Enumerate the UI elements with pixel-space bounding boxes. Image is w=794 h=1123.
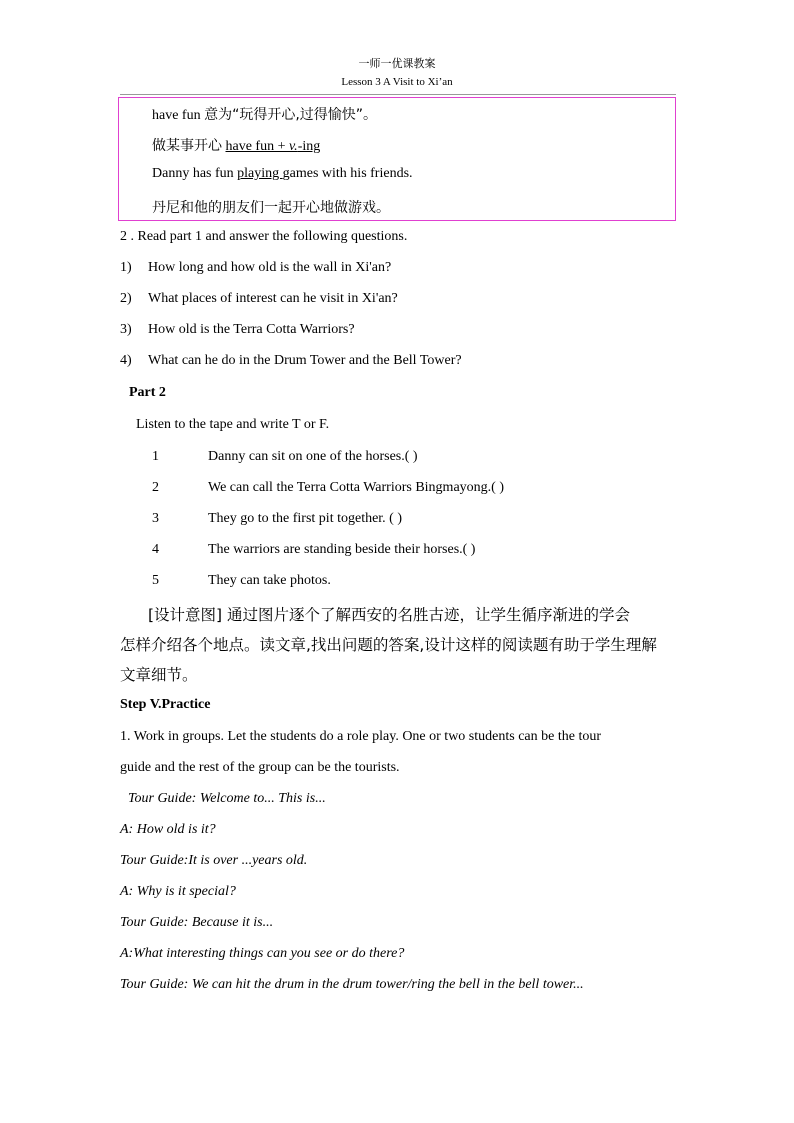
dialogue-line: Tour Guide:It is over ...years old. [120, 853, 308, 868]
question-text: What can he do in the Drum Tower and the Bell Tower? [148, 353, 462, 368]
note-phrase: have fun [152, 108, 201, 123]
question-text: How old is the Terra Cotta Warriors? [148, 322, 355, 337]
tf-item-num: 3 [152, 511, 159, 526]
tf-item-text: They go to the first pit together. ( ) [208, 511, 403, 526]
tf-item-text: They can take photos. [208, 573, 331, 588]
dialogue-line: A: Why is it special? [120, 884, 236, 899]
note-pattern [226, 139, 321, 154]
header-lesson: Lesson 3 A Visit to Xi’an [341, 76, 453, 88]
step5-line-1: 1. Work in groups. Let the students do a role play. One or two students can be the tour [120, 729, 601, 744]
note-example-a: Danny has fun [152, 166, 238, 181]
note-example-b: games with his friends. [282, 166, 413, 181]
read-instruction: 2 . Read part 1 and answer the following questions. [120, 229, 408, 244]
tf-item-num: 1 [152, 449, 159, 464]
dialogue-line: Tour Guide: We can hit the drum in the drum tower/ring the bell in the bell tower... [120, 977, 584, 992]
tf-item-text: We can call the Terra Cotta Warriors Bingmayong.( ) [208, 480, 504, 495]
note-pattern-v: v. [289, 139, 298, 154]
note-pattern-a: have fun + [225, 139, 289, 154]
design-intent-line-2: 怎样介绍各个地点。读文章,找出问题的答案,设计这样的阅读题有助于学生理解 [120, 636, 657, 654]
design-intent-line-1: [设计意图] 通过图片逐个了解西安的名胜古迹，让学生循序渐进的学会 [148, 606, 631, 624]
tf-item-num: 2 [152, 480, 159, 495]
tf-item-text: The warriors are standing beside their horses.( ) [208, 542, 476, 557]
dialogue-line: A:What interesting things can you see or do there? [120, 946, 405, 961]
note-line-4: 丹尼和他的朋友们一起开心地做游戏。 [152, 200, 390, 216]
dialogue-line: Tour Guide: Because it is... [120, 915, 274, 930]
question-num: 4) [120, 353, 132, 368]
dialogue-line: Tour Guide: Welcome to... This is... [128, 791, 326, 806]
tf-item-num: 4 [152, 542, 159, 557]
part2-instruction: Listen to the tape and write T or F. [136, 417, 330, 432]
question-text: How long and how old is the wall in Xi'an? [148, 260, 392, 275]
note-usage-label: 做某事开心 [152, 138, 222, 154]
note-line-2 [152, 135, 320, 155]
note-meaning: 意为“玩得开心,过得愉快”。 [204, 107, 378, 123]
tf-item-num: 5 [152, 573, 159, 588]
header-rule [120, 94, 676, 95]
note-example-underlined: playing [237, 166, 283, 181]
question-num: 3) [120, 322, 132, 337]
question-num: 2) [120, 291, 132, 306]
part2-title: Part 2 [129, 385, 166, 400]
question-num: 1) [120, 260, 132, 275]
design-intent-line-3: 文章细节。 [120, 666, 198, 684]
question-text: What places of interest can he visit in Xi'an? [148, 291, 398, 306]
step5-line-2: guide and the rest of the group can be the tourists. [120, 760, 400, 775]
dialogue-line: A: How old is it? [120, 822, 216, 837]
note-line-1 [152, 104, 377, 124]
tf-item-text: Danny can sit on one of the horses.( ) [208, 449, 418, 464]
note-line-3 [152, 166, 413, 182]
step5-title: Step V.Practice [120, 697, 211, 712]
note-pattern-b: -ing [297, 139, 321, 154]
header-title: 一师一优课教案 [358, 57, 436, 70]
